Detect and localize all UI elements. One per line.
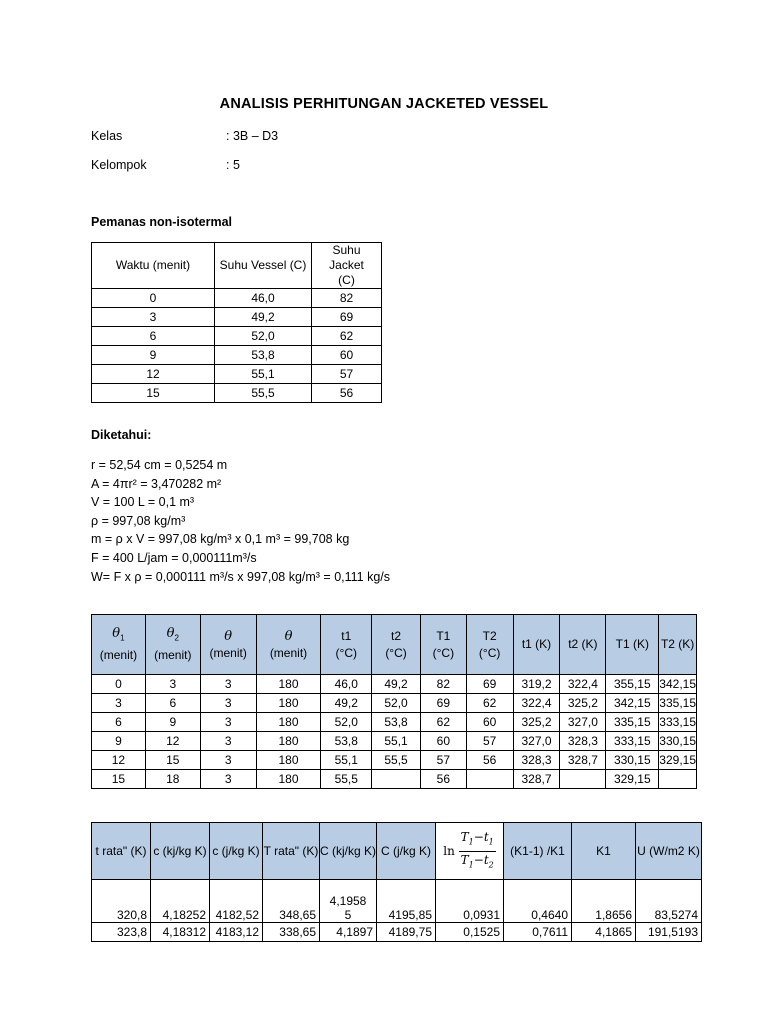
- table-row: [92, 880, 702, 923]
- fraction-denominator: [459, 852, 496, 873]
- t2-cell: 335,15: [606, 713, 659, 732]
- t1-cell: 69: [312, 308, 382, 327]
- table-row: [92, 384, 382, 403]
- t1-cell: 9: [92, 346, 215, 365]
- t3-header: c (j/kg K): [210, 823, 263, 880]
- table-row: [92, 675, 697, 694]
- num-term-b: t: [483, 830, 489, 845]
- ln-formula-header: [436, 823, 504, 880]
- t2-cell: 82: [420, 675, 466, 694]
- theta-subscript: 1: [120, 633, 125, 643]
- t2-cell: 180: [256, 770, 321, 789]
- t2-header-label: t2: [391, 628, 402, 643]
- t2-cell: 322,4: [513, 694, 560, 713]
- t3-header: U (W/m2 K): [636, 823, 702, 880]
- t3-cell: 4195,85: [377, 880, 436, 923]
- calculation-table-2: [91, 822, 702, 942]
- t2-cell: 342,15: [659, 675, 697, 694]
- t2-cell: 69: [466, 675, 513, 694]
- t1-cell: 52,0: [215, 327, 312, 346]
- calculation-table-1: [91, 614, 697, 789]
- table-row: [92, 732, 697, 751]
- t2-header-unit: (°C): [385, 645, 407, 660]
- t2-cell: 12: [145, 732, 200, 751]
- t2-cell: 55,1: [372, 732, 421, 751]
- t2-cell: [659, 770, 697, 789]
- t3-cell: 4182,52: [210, 880, 263, 923]
- t1-cell: 3: [92, 308, 215, 327]
- t2-cell: 3: [200, 675, 256, 694]
- kelas-value: : 3B – D3: [226, 129, 279, 143]
- t3-cell: 320,8: [92, 880, 151, 923]
- fraction-numerator: [459, 829, 496, 851]
- t3-cell: 4183,12: [210, 923, 263, 942]
- t1-cell: 82: [312, 289, 382, 308]
- theta-symbol: θ: [224, 628, 233, 644]
- t3-header: c (kj/kg K): [151, 823, 210, 880]
- t2-cell: 328,7: [560, 751, 606, 770]
- t2-cell: 53,8: [321, 732, 372, 751]
- t2-header: [256, 615, 321, 675]
- t2-cell: 9: [92, 732, 146, 751]
- t3-cell: 4,1897: [320, 923, 377, 942]
- t3-header: C (j/kg K): [377, 823, 436, 880]
- table-row: [92, 923, 702, 942]
- t1-cell: 46,0: [215, 289, 312, 308]
- t2-cell: 6: [145, 694, 200, 713]
- t3-cell: 1,8656: [572, 880, 636, 923]
- t3-cell: 0,1525: [436, 923, 504, 942]
- t2-header: [420, 615, 466, 675]
- t2-header: [92, 615, 146, 675]
- t2-cell: [372, 770, 421, 789]
- theta-symbol: θ: [284, 628, 293, 644]
- given-r: r = 52,54 cm = 0,5254 m: [91, 458, 228, 472]
- given-heading: Diketahui:: [91, 428, 152, 442]
- t2-cell: 57: [420, 751, 466, 770]
- t3-header: t rata" (K): [92, 823, 151, 880]
- t2-cell: 3: [200, 694, 256, 713]
- t2-cell: 333,15: [659, 713, 697, 732]
- den-minus: −: [473, 852, 484, 867]
- table-row: [92, 713, 697, 732]
- ln-function: ln: [443, 844, 459, 858]
- num-term-a-sub: 1: [468, 837, 474, 847]
- t3-cell: 0,7611: [504, 923, 572, 942]
- t3-cell: 4,18252: [151, 880, 210, 923]
- t1-cell: 53,8: [215, 346, 312, 365]
- section-heading: Pemanas non-isotermal: [91, 215, 233, 229]
- t1-cell: 56: [312, 384, 382, 403]
- t2-cell: 327,0: [513, 732, 560, 751]
- t3-cell: 338,65: [263, 923, 320, 942]
- t3-cell: 83,5274: [636, 880, 702, 923]
- t2-cell: 333,15: [606, 732, 659, 751]
- t2-cell: 56: [466, 751, 513, 770]
- t2-cell: 329,15: [606, 770, 659, 789]
- t2-header-unit: (menit): [99, 647, 138, 662]
- t2-header-unit: (°C): [478, 645, 501, 660]
- t2-cell: 3: [200, 732, 256, 751]
- t2-cell: 62: [466, 694, 513, 713]
- t2-header: [145, 615, 200, 675]
- t2-cell: 49,2: [372, 675, 421, 694]
- t2-cell: 328,7: [513, 770, 560, 789]
- t2-cell: 55,1: [321, 751, 372, 770]
- t2-header-unit: (menit): [269, 645, 308, 660]
- t2-header-unit: (°C): [335, 645, 357, 660]
- t1-cell: 6: [92, 327, 215, 346]
- t2-header: [372, 615, 421, 675]
- t1-header-vessel: Suhu Vessel (C): [215, 243, 312, 289]
- t2-cell: 180: [256, 713, 321, 732]
- table-row: [92, 770, 697, 789]
- den-term-a: T: [460, 852, 469, 867]
- den-term-b: t: [483, 852, 489, 867]
- t2-cell: 328,3: [513, 751, 560, 770]
- t1-header-jacket: Suhu Jacket (C): [312, 243, 382, 289]
- given-density: ρ = 997,08 kg/m³: [91, 513, 186, 528]
- t2-cell: 49,2: [321, 694, 372, 713]
- t3-cell: 323,8: [92, 923, 151, 942]
- t2-cell: 319,2: [513, 675, 560, 694]
- given-mass-flow: W= F x ρ = 0,000111 m³/s x 997,08 kg/m³ = 0,111 kg/s: [91, 569, 391, 584]
- t3-cell: 0,4640: [504, 880, 572, 923]
- num-minus: −: [473, 830, 484, 845]
- den-term-a-sub: 1: [468, 859, 474, 869]
- t2-header-label: T1 (K): [615, 637, 649, 651]
- den-term-b-sub: 2: [488, 859, 494, 869]
- t2-header: [321, 615, 372, 675]
- t2-header-unit: (menit): [209, 645, 247, 660]
- t2-cell: 328,3: [560, 732, 606, 751]
- t2-header: [513, 615, 560, 675]
- t2-cell: 355,15: [606, 675, 659, 694]
- t2-header-label: t1: [341, 628, 352, 643]
- num-term-b-sub: 1: [488, 837, 494, 847]
- t2-cell: 180: [256, 694, 321, 713]
- t2-cell: 15: [92, 770, 146, 789]
- t2-cell: 322,4: [560, 675, 606, 694]
- fraction: [459, 829, 496, 873]
- t2-cell: 15: [145, 751, 200, 770]
- t2-cell: 3: [200, 751, 256, 770]
- table-row: [92, 365, 382, 384]
- given-flow: F = 400 L/jam = 0,000111m³/s: [91, 550, 257, 565]
- t2-cell: 342,15: [606, 694, 659, 713]
- t2-cell: 53,8: [372, 713, 421, 732]
- t3-cell-part: 5: [344, 908, 352, 922]
- table-row: [92, 694, 697, 713]
- t2-header-unit: (°C): [432, 645, 455, 660]
- table-row: [92, 308, 382, 327]
- info-kelas: [91, 129, 278, 143]
- t3-cell: 191,5193: [636, 923, 702, 942]
- t1-cell: 57: [312, 365, 382, 384]
- t2-cell: [560, 770, 606, 789]
- t2-cell: 56: [420, 770, 466, 789]
- t3-header: K1: [572, 823, 636, 880]
- given-area: A = 4πr² = 3,470282 m²: [91, 476, 222, 491]
- t2-cell: 180: [256, 675, 321, 694]
- t1-cell: 60: [312, 346, 382, 365]
- t2-cell: 57: [466, 732, 513, 751]
- t2-cell: 0: [92, 675, 146, 694]
- t2-cell: 329,15: [659, 751, 697, 770]
- t2-header: [200, 615, 256, 675]
- t3-cell: 4,18312: [151, 923, 210, 942]
- t2-cell: 3: [145, 675, 200, 694]
- kelompok-value: : 5: [226, 158, 240, 172]
- table-row: [92, 327, 382, 346]
- t3-header: T rata" (K): [263, 823, 320, 880]
- t2-header: [659, 615, 697, 675]
- t2-cell: 60: [420, 732, 466, 751]
- t2-cell: 330,15: [659, 732, 697, 751]
- num-term-a: T: [460, 830, 469, 845]
- t2-cell: 325,2: [513, 713, 560, 732]
- theta-symbol: θ: [112, 626, 121, 642]
- t2-header: [606, 615, 659, 675]
- table-row: [92, 751, 697, 770]
- t2-header: [560, 615, 606, 675]
- given-list: [91, 456, 390, 586]
- t3-header: C (kj/kg K): [320, 823, 377, 880]
- t3-cell: 4189,75: [377, 923, 436, 942]
- t2-cell: 325,2: [560, 694, 606, 713]
- t3-cell: 348,65: [263, 880, 320, 923]
- t2-cell: 12: [92, 751, 146, 770]
- t3-cell: [320, 880, 377, 923]
- t1-cell: 12: [92, 365, 215, 384]
- t2-cell: 330,15: [606, 751, 659, 770]
- t2-cell: 62: [420, 713, 466, 732]
- t2-cell: 46,0: [321, 675, 372, 694]
- t2-cell: 52,0: [372, 694, 421, 713]
- t2-cell: 52,0: [321, 713, 372, 732]
- t3-cell: 4,1865: [572, 923, 636, 942]
- given-mass: m = ρ x V = 997,08 kg/m³ x 0,1 m³ = 99,708 kg: [91, 532, 350, 547]
- t2-cell: 9: [145, 713, 200, 732]
- t2-header: [466, 615, 513, 675]
- t2-header-label: T2: [482, 628, 497, 643]
- theta-symbol: θ: [166, 626, 175, 642]
- t2-cell: 3: [92, 694, 146, 713]
- page-title: ANALISIS PERHITUNGAN JACKETED VESSEL: [219, 96, 549, 112]
- kelas-label: Kelas: [91, 129, 123, 143]
- t2-cell: 327,0: [560, 713, 606, 732]
- t2-cell: 3: [200, 770, 256, 789]
- theta-subscript: 2: [174, 633, 179, 643]
- t3-header: (K1-1) /K1: [504, 823, 572, 880]
- t1-cell: 15: [92, 384, 215, 403]
- t2-cell: 3: [200, 713, 256, 732]
- t1-cell: 49,2: [215, 308, 312, 327]
- t2-cell: 180: [256, 751, 321, 770]
- t2-header-label: T1: [436, 628, 451, 643]
- given-volume: V = 100 L = 0,1 m³: [91, 495, 195, 510]
- kelompok-label: Kelompok: [91, 158, 147, 172]
- t2-cell: [466, 770, 513, 789]
- t3-cell-part: 4,1958: [329, 894, 367, 908]
- table-row: [92, 289, 382, 308]
- t2-cell: 69: [420, 694, 466, 713]
- t2-cell: 55,5: [321, 770, 372, 789]
- temperature-table: [91, 242, 382, 403]
- t2-header-unit: (menit): [154, 647, 192, 662]
- t2-header-label: T2 (K): [660, 637, 695, 651]
- table-row: [92, 346, 382, 365]
- info-kelompok: [91, 158, 240, 172]
- t1-cell: 0: [92, 289, 215, 308]
- t2-cell: 55,5: [372, 751, 421, 770]
- t1-header-waktu: Waktu (menit): [92, 243, 215, 289]
- t2-header-label: t1 (K): [521, 637, 552, 651]
- t2-cell: 6: [92, 713, 146, 732]
- t1-cell: 55,5: [215, 384, 312, 403]
- t2-cell: 18: [145, 770, 200, 789]
- t1-cell: 55,1: [215, 365, 312, 384]
- t1-cell: 62: [312, 327, 382, 346]
- t2-header-label: t2 (K): [568, 637, 598, 651]
- t2-cell: 335,15: [659, 694, 697, 713]
- t2-cell: 180: [256, 732, 321, 751]
- t2-cell: 60: [466, 713, 513, 732]
- t3-cell: 0,0931: [436, 880, 504, 923]
